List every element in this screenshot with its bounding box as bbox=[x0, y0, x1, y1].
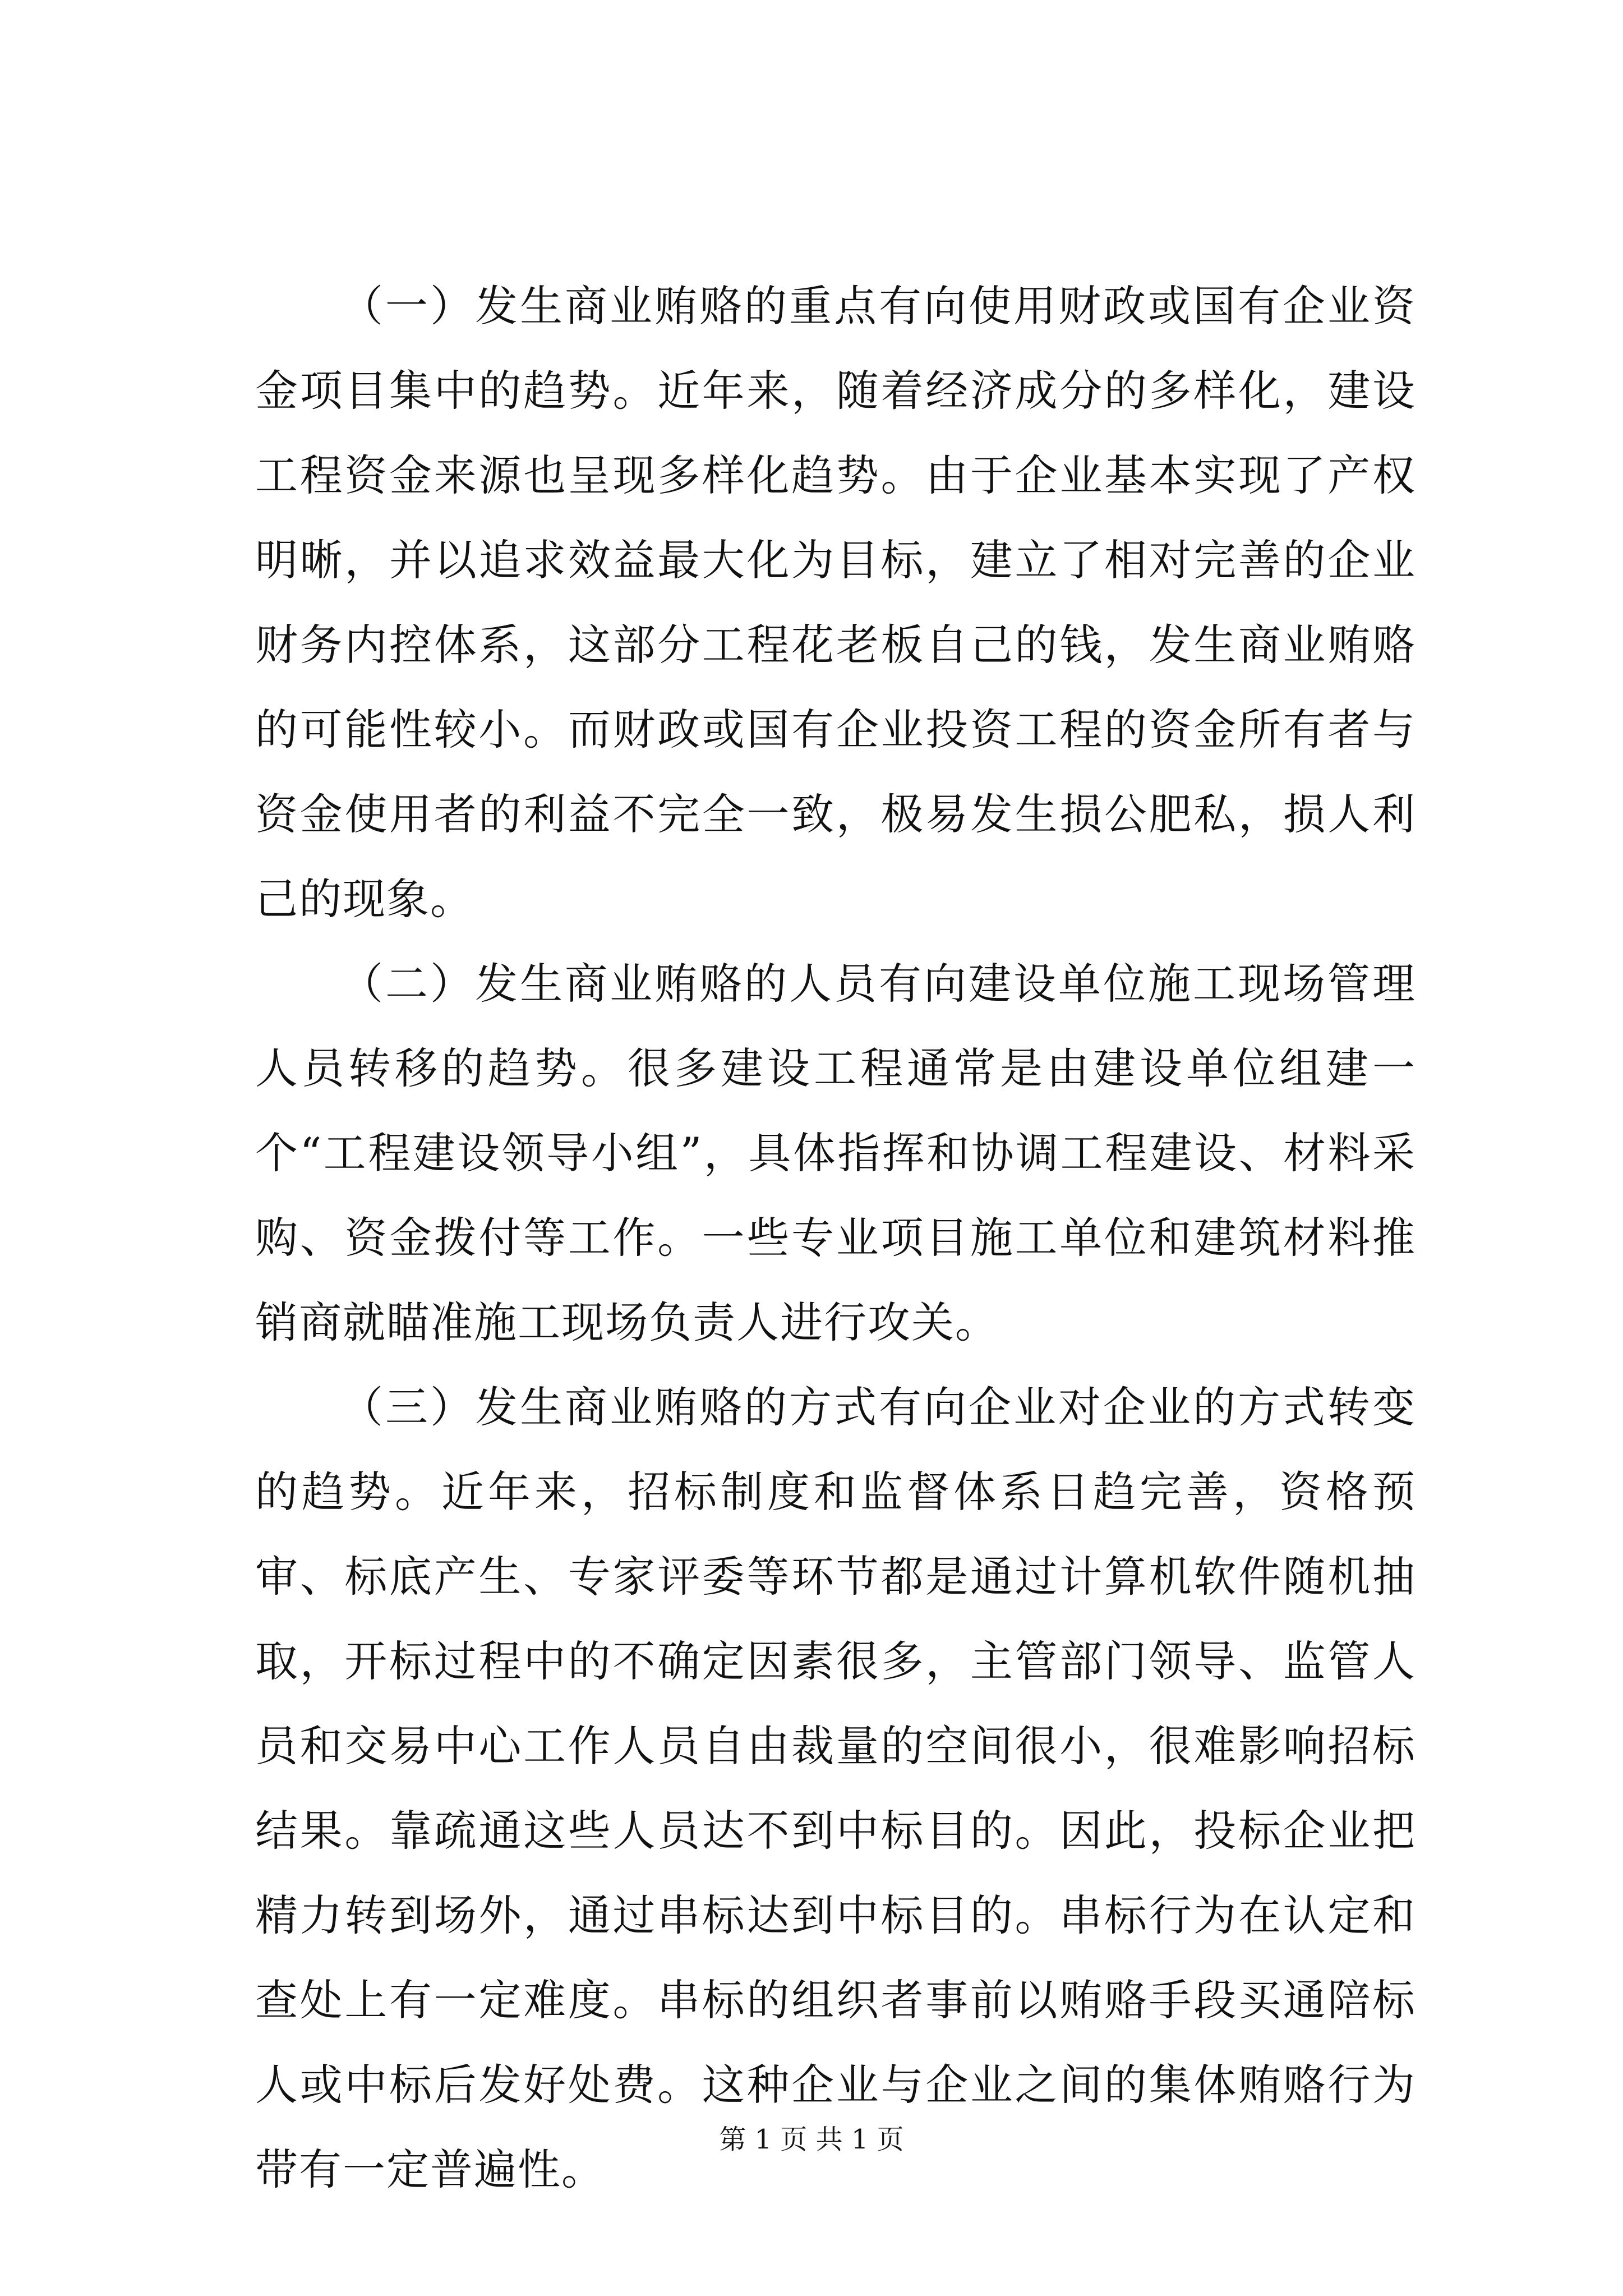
page-footer: 第 1 页 共 1 页 bbox=[719, 2124, 904, 2155]
paragraph-1: （一）发生商业贿赂的重点有向使用财政或国有企业资金项目集中的趋势。近年来，随着经济成分的多样化，建设工程资金来源也呈现多样化趋势。由于企业基本实现了产权明晰，并以追求效益最大化为目标，建立了相对完善的企业财务内控体系，这部分工程花老板自己的钱，发生商业贿赂的可能性较小。而财政或国有企业投资工程的资金所有者与资金使用者的利益不完全一致，极易发生损公肥私，损人利己的现象。 bbox=[255, 281, 1416, 924]
document-body bbox=[255, 264, 1416, 2212]
paragraph-3: （三）发生商业贿赂的方式有向企业对企业的方式转变的趋势。近年来，招标制度和监督体系日趋完善，资格预审、标底产生、专家评委等环节都是通过计算机软件随机抽取，开标过程中的不确定因素很多，主管部门领导、监管人员和交易中心工作人员自由裁量的空间很小，很难影响招标结果。靠疏通这些人员达不到中标目的。因此，投标企业把精力转到场外，通过串标达到中标目的。串标行为在认定和查处上有一定难度。串标的组织者事前以贿赂手段买通陪标人或中标后发好处费。这种企业与企业之间的集体贿赂行为带有一定普遍性。 bbox=[255, 1382, 1416, 2194]
paragraph-2: （二）发生商业贿赂的人员有向建设单位施工现场管理人员转移的趋势。很多建设工程通常是由建设单位组建一个“工程建设领导小组”，具体指挥和协调工程建设、材料采购、资金拨付等工作。一些专业项目施工单位和建筑材料推销商就瞄准施工现场负责人进行攻关。 bbox=[255, 959, 1416, 1347]
